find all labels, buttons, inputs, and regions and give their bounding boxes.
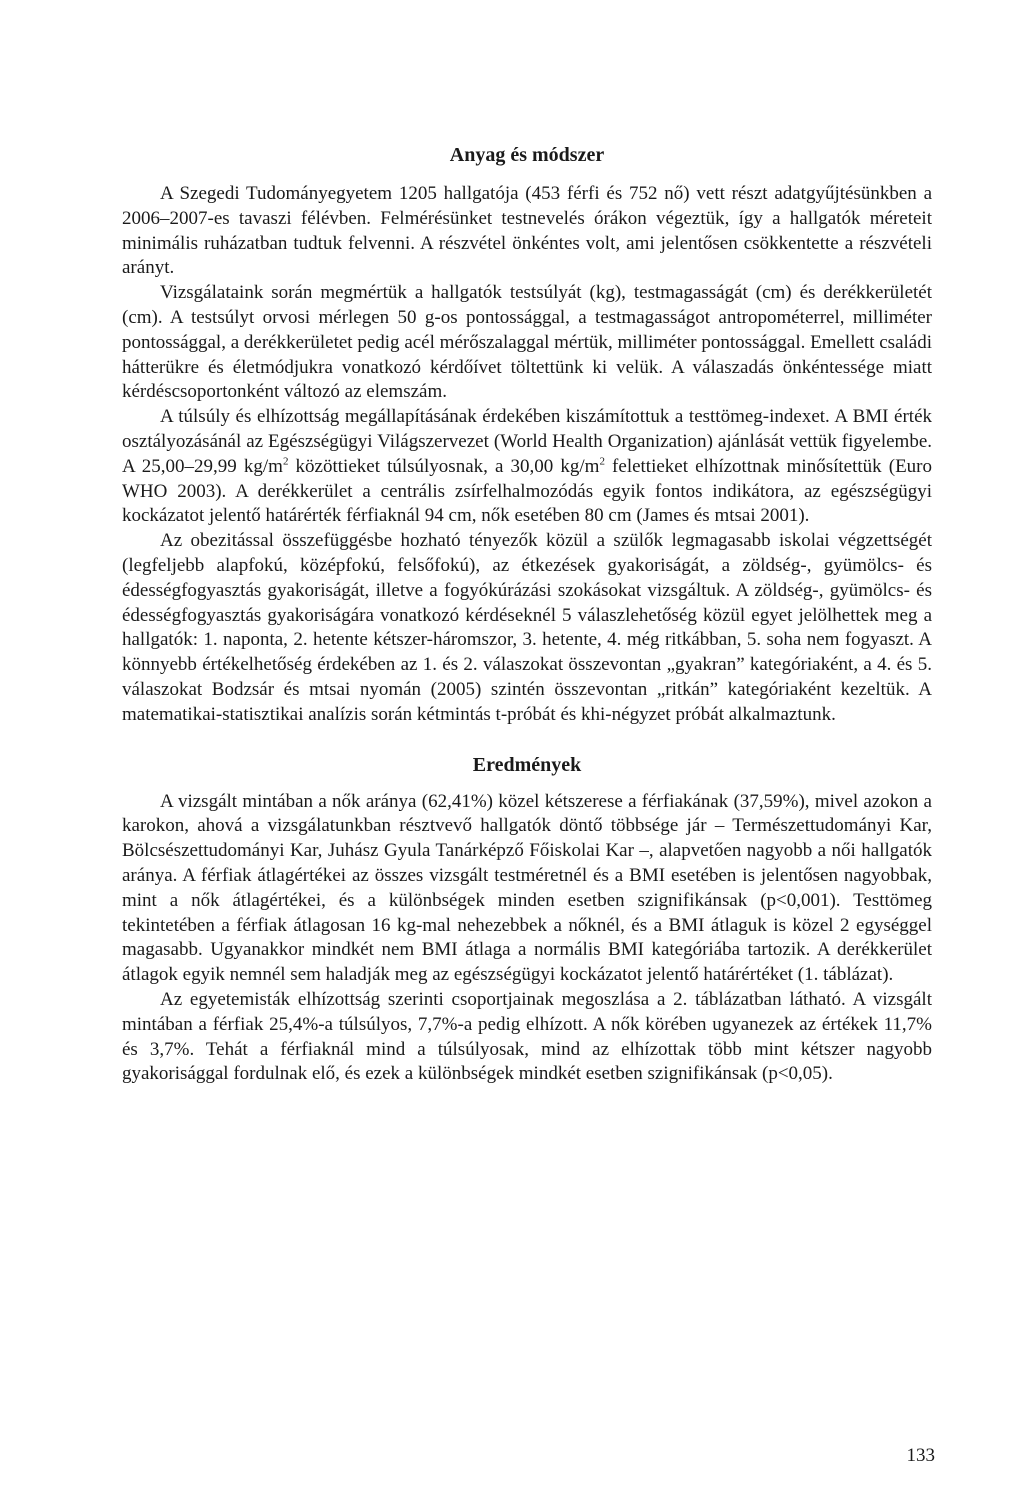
page-number: 133 xyxy=(906,1445,935,1466)
paragraph-measurements: Vizsgálataink során megmértük a hallgatók testsúlyát (kg), testmagasságát (cm) és derékkerületét (cm). A testsúlyt orvosi mérlegen 50 g-os pontossággal, a testmagasságot antropométerrel, milliméter pontossággal, a derékkerületet pedig acél mérőszalaggal mértük, milliméter pontossággal. Emellett családi hátterükre és életmódjukra vonatkozó kérdőívet töltettünk ki velük. A válaszadás önkéntessége miatt kérdéscsoportonként változó az elemszám. xyxy=(122,282,932,403)
superscript-squared-2: 2 xyxy=(599,455,605,468)
bmi-text-part-3: felettieket elhízottnak minősítettük (Euro WHO 2003). A derékkerület a centrális zsírfelhalmozódás egyik fontos indikátora, az egészségügyi kockázatot jelentő határérték férfiaknál 94 cm, nők esetében 80 cm (James és mtsai 2001). xyxy=(122,455,933,527)
page-body xyxy=(122,140,932,1087)
superscript-squared-1: 2 xyxy=(282,455,289,468)
paragraph-bmi xyxy=(122,405,932,529)
section-heading-results: Eredmények xyxy=(472,753,582,776)
paragraph-factors: Az obezitással összefüggésbe hozható tényezők közül a szülők legmagasabb iskolai végzettségét (legfeljebb alapfokú, középfokú, felsőfokú), az étkezések gyakoriságát, a zöldség-, gyümölcs- és édességfogyasztás gyakoriságát, illetve a fogyókúrázási szokásokat vizsgáltuk. A zöldség-, gyümölcs- és édességfogyasztás gyakoriságára vonatkozó kérdéseknél 5 válaszlehetőség közül egyet jelölhettek meg a hallgatók: 1. naponta, 2. hetente kétszer-háromszor, 3. hetente, 4. még ritkábban, 5. soha nem fogyaszt. A könnyebb értékelhetőség érdekében az 1. és 2. válaszokat összevontan „gyakran” kategóriaként, a 4. és 5. válaszokat Bodzsár és mtsai nyomán (2005) szintén összevontan „ritkán” kategóriaként kezeltük. A matematikai-statisztikai analízis során kétmintás t-próbát és khi-négyzet próbát alkalmaztunk. xyxy=(122,530,932,725)
bmi-text-part-2: közöttieket túlsúlyosnak, a 30,00 kg/m xyxy=(288,455,600,477)
paragraph-participants: A Szegedi Tudományegyetem 1205 hallgatója (453 férfi és 752 nő) vett részt adatgyűjtésünkben a 2006–2007-es tavaszi félévben. Felmérésünket testnevelés órákon végeztük, így a hallgatók méreteit minimális ruházatban tudtuk felvenni. A részvétel önkéntes volt, ami jelentősen csökkentette a részvételi arányt. xyxy=(122,183,932,279)
bmi-text-part-1: A túlsúly és elhízottság megállapításának érdekében kiszámítottuk a testtömeg-indexet. A BMI érték osztályozásánál az Egészségügyi Világszervezet (World Health Organization) ajánlását vettük figyelembe. A 25,00–29,99 kg/m xyxy=(122,406,932,477)
paragraph-results-2: Az egyetemisták elhízottság szerinti csoportjainak megoszlása a 2. táblázatban látható. A vizsgált mintában a férfiak 25,4%-a túlsúlyos, 7,7%-a pedig elhízott. A nők körében ugyanezek az értékek 11,7% és 3,7%. Tehát a férfiaknál mind a túlsúlyosak, mind az elhízottak több mint kétszer nagyobb gyakorisággal fordulnak elő, és ezek a különbségek mindkét esetben szignifikánsak (p<0,05). xyxy=(122,988,932,1085)
section-heading-methods: Anyag és módszer xyxy=(449,144,605,166)
paragraph-results-1: A vizsgált mintában a nők aránya (62,41%) közel kétszerese a férfiakának (37,59%), mivel azokon a karokon, ahová a vizsgálatunkban résztvevő hallgatók döntő többsége jár – Természettudományi Kar, Bölcsészettudományi Kar, Juhász Gyula Tanárképző Főiskolai Kar –, alapvetően nagyobb a női hallgatók aránya. A férfiak átlagértékei az összes vizsgált testméretnél és a BMI esetében is jelentősen nagyobbak, mint a nők átlagértékei, és a különbségek minden esetben szignifikánsak (p<0,001). Testtömeg tekintetében a férfiak átlagosan 16 kg-mal nehezebbek a nőknél, és a BMI átlaguk is közel 2 egységgel magasabb. Ugyanakkor mindkét nem BMI átlaga a normális BMI kategóriába tartozik. A derékkerület átlagok egyik nemnél sem haladják meg az egészségügyi kockázatot jelentő határértéket (1. táblázat). xyxy=(122,790,932,986)
